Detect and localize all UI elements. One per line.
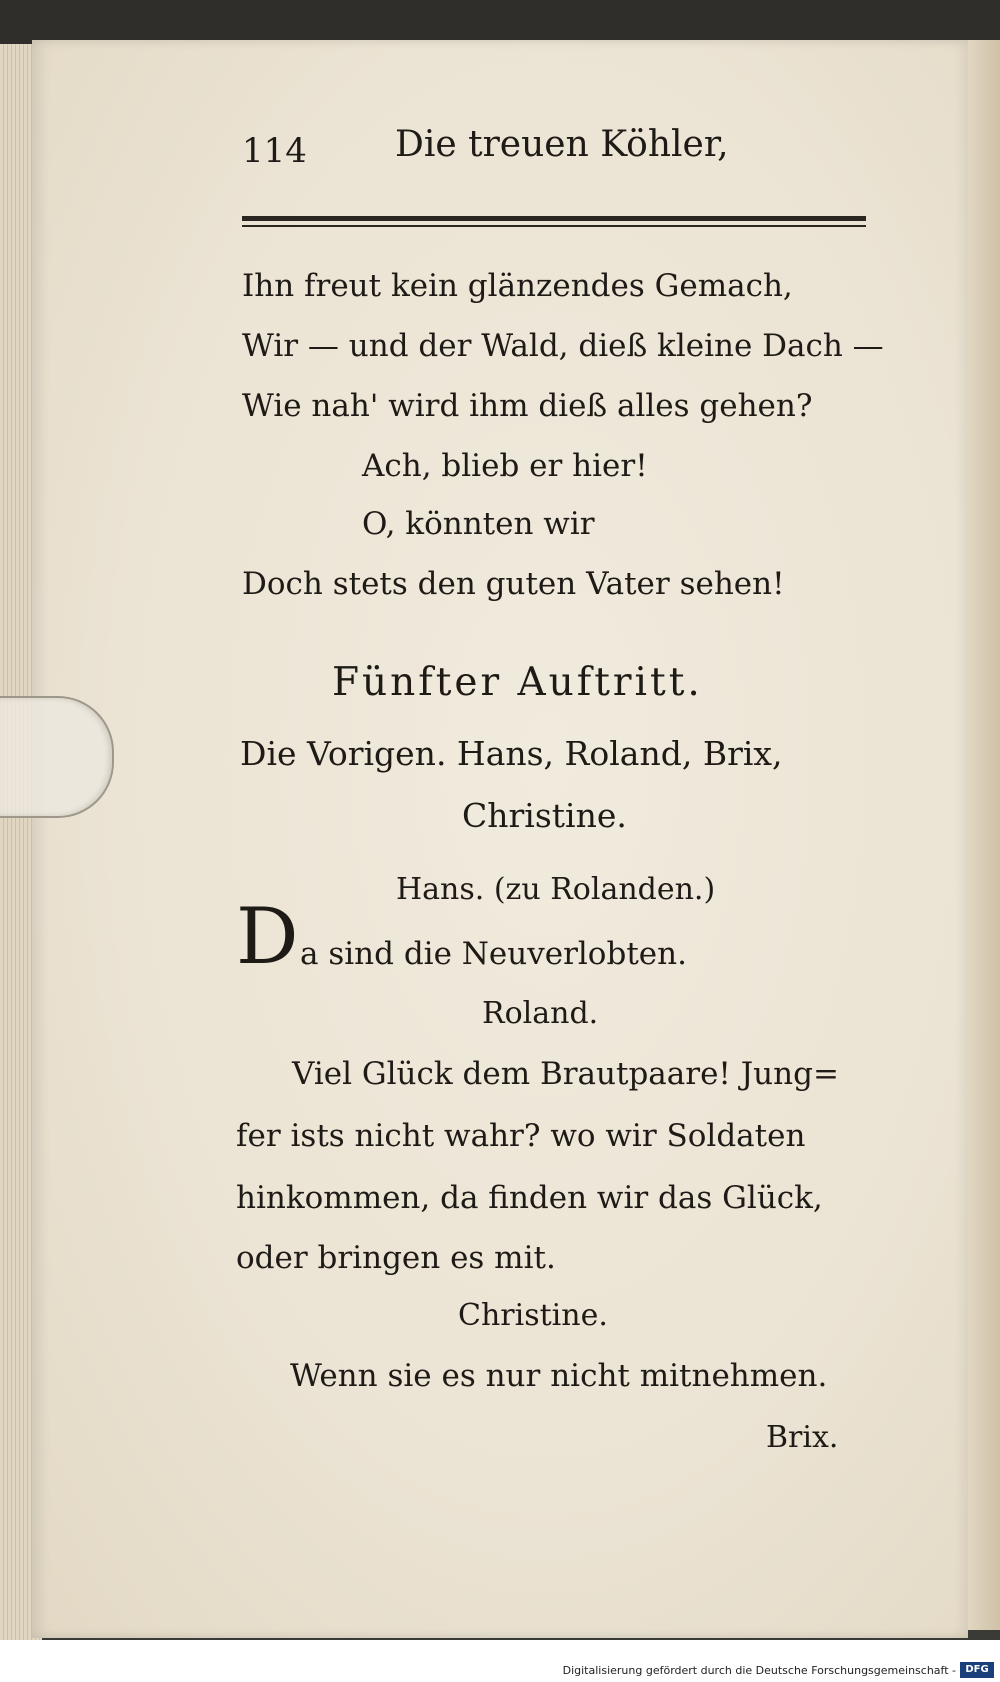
verse-line: Wie nah' wird ihm dieß alles gehen? [242,388,813,424]
scene-title: Fünfter Auftritt. [332,660,703,705]
page-number: 114 [242,131,307,171]
verse-line: Ihn freut kein glänzendes Gemach, [242,268,793,304]
drop-capital: D [236,892,299,982]
dialogue-line: oder bringen es mit. [236,1240,556,1276]
running-title: Die treuen Köhler, [395,124,729,165]
dialogue-line: fer ists nicht wahr? wo wir Soldaten [236,1118,806,1154]
speaker-hans: Hans. (zu Rolanden.) [396,872,716,907]
dialogue-line: a sind die Neuverlobten. [300,936,687,972]
speaker-roland: Roland. [482,996,599,1031]
bookmark-tab [0,696,114,818]
dialogue-line: Viel Glück dem Brautpaare! Jung= [292,1056,839,1092]
verse-line: O, könnten wir [362,506,595,542]
page-stack-right-edge [966,40,1000,1630]
speaker-christine: Christine. [458,1298,608,1333]
header-rule-thin [242,225,866,227]
dialogue-line: Wenn sie es nur nicht mitnehmen. [290,1358,828,1394]
digitization-credit: Digitalisierung gefördert durch die Deutsche Forschungsgemeinschaft - [562,1664,956,1677]
header-rule-thick [242,216,866,221]
verse-line: Wir — und der Wald, dieß kleine Dach — [242,328,884,364]
verse-line: Ach, blieb er hier! [362,448,648,484]
cast-list-continued: Christine. [462,796,627,835]
cast-list: Die Vorigen. Hans, Roland, Brix, [240,734,783,773]
verse-line: Doch stets den guten Vater sehen! [242,566,785,602]
dfg-logo: DFG [960,1662,994,1678]
catchword: Brix. [766,1420,839,1455]
dialogue-line: hinkommen, da finden wir das Glück, [236,1180,823,1216]
